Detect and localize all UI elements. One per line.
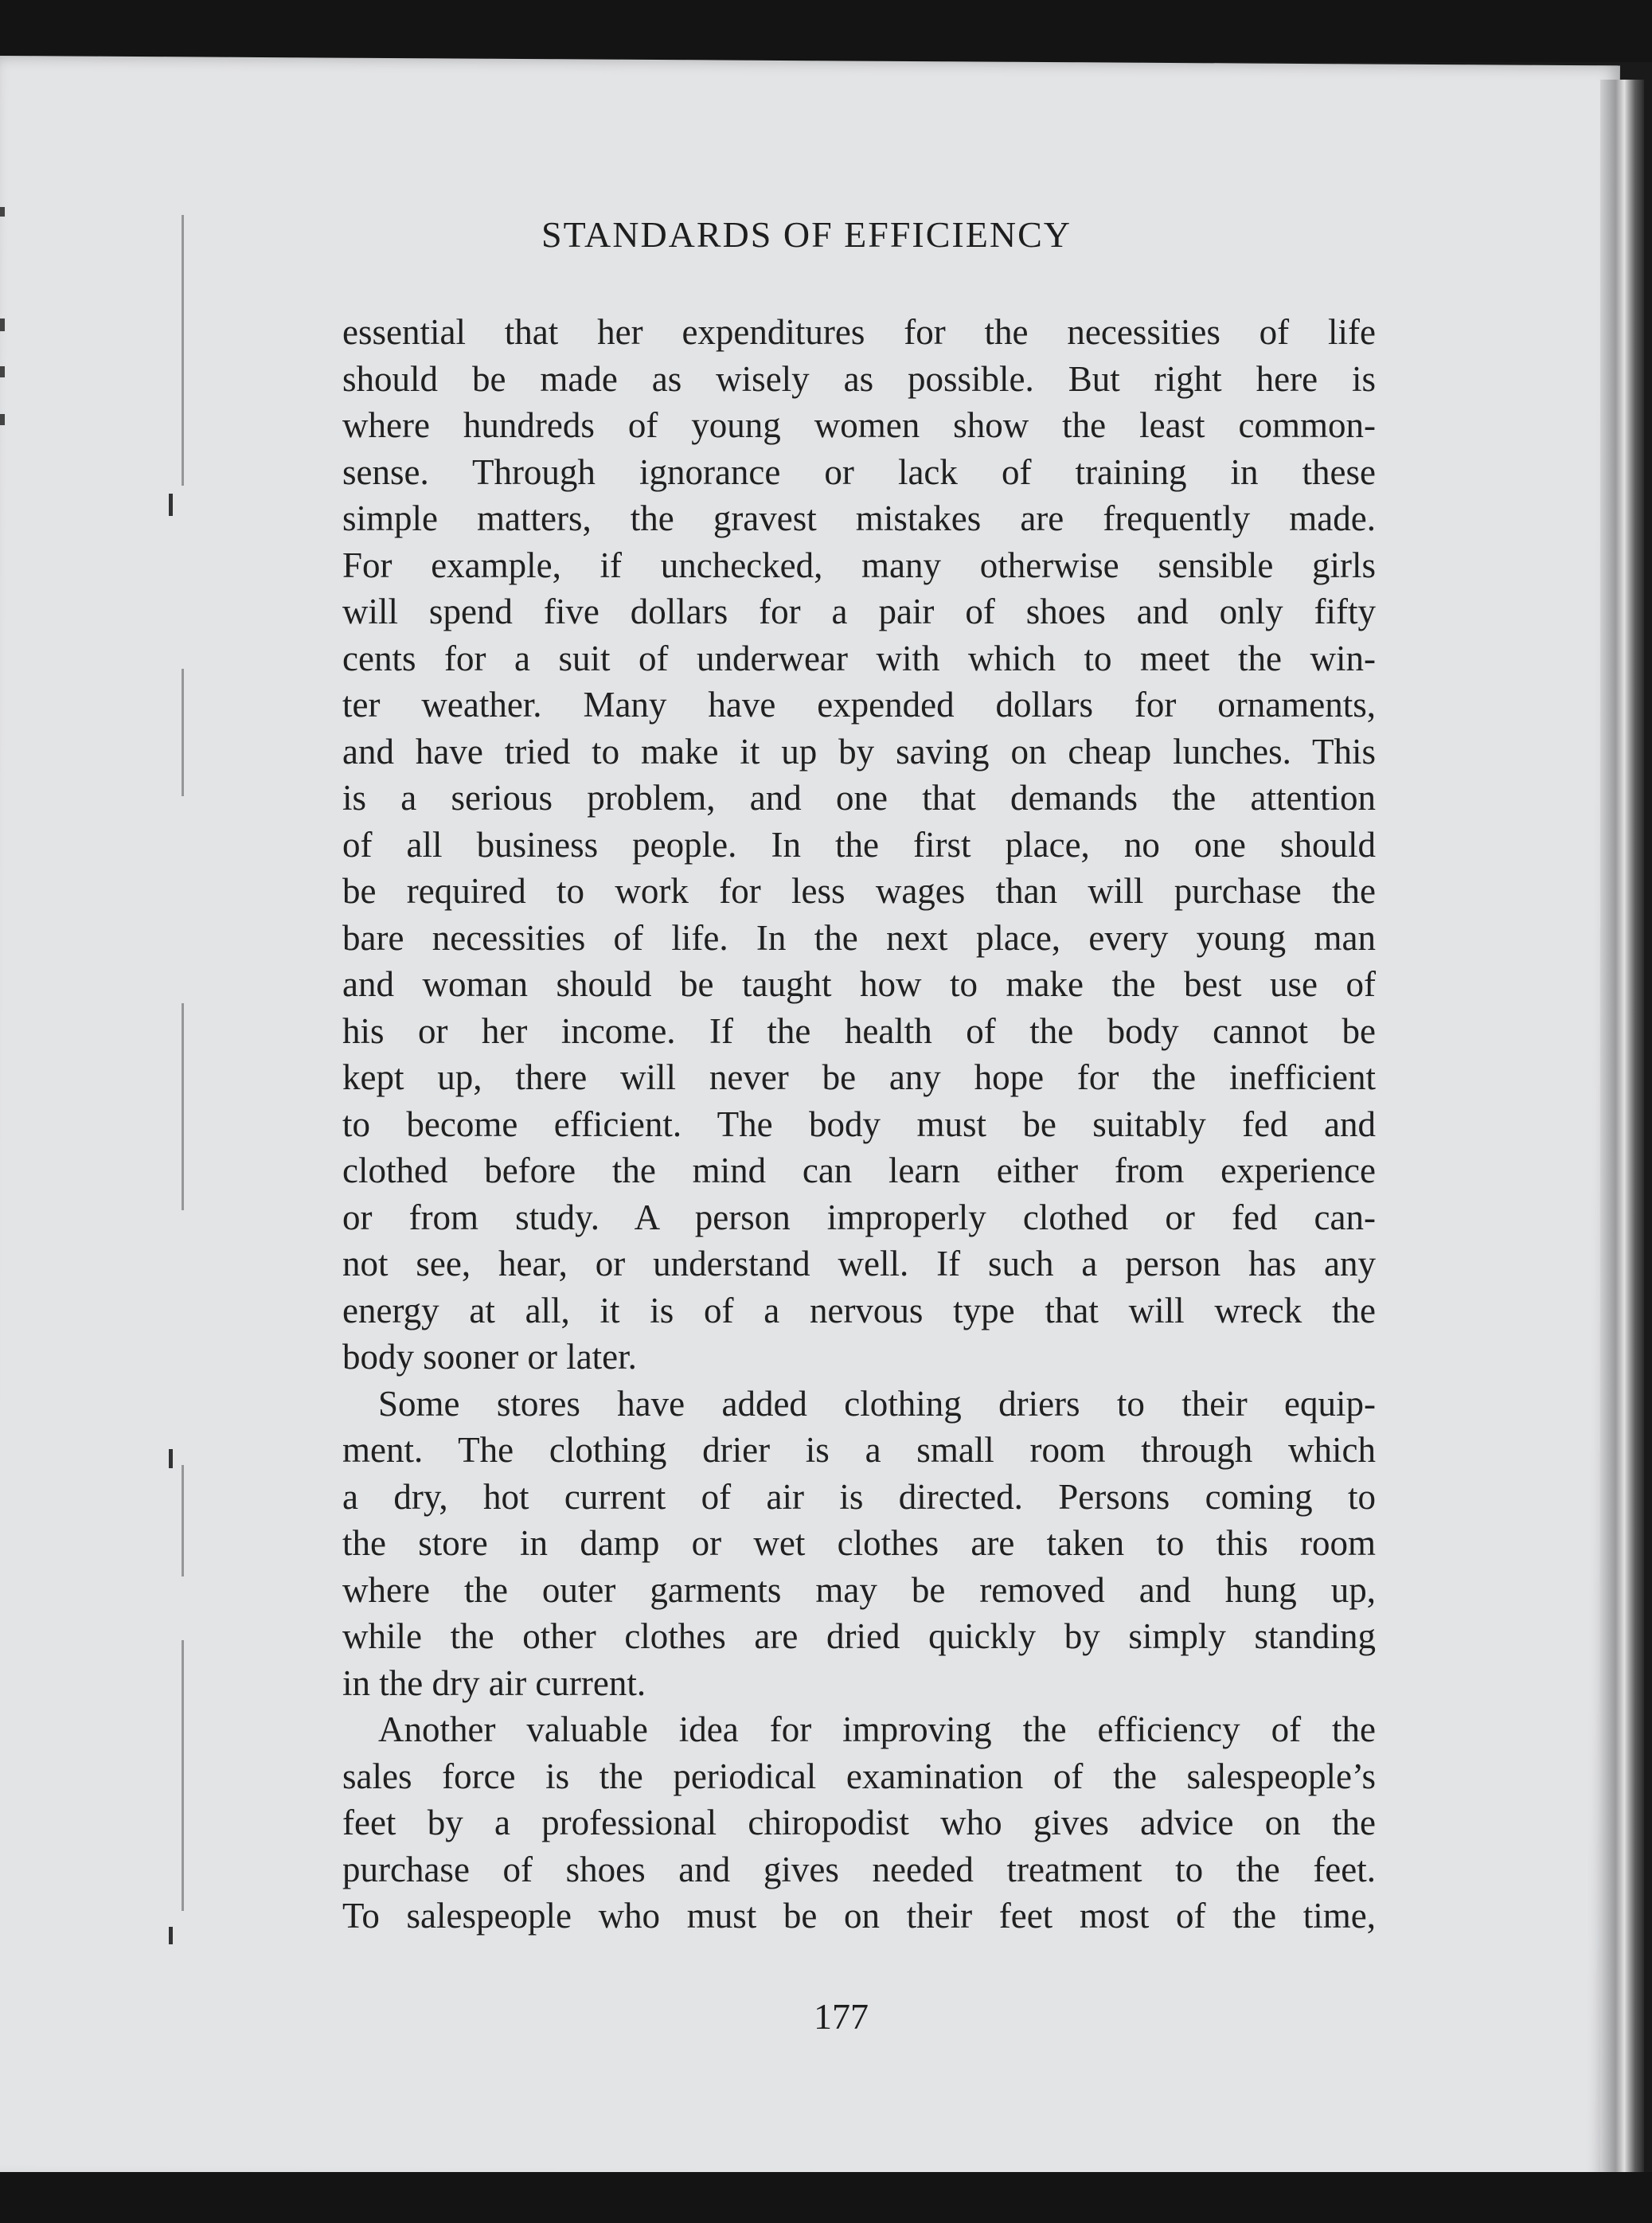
scan-top-border xyxy=(0,0,1652,62)
gutter-shadow xyxy=(182,1003,184,1210)
scan-edge-mark xyxy=(0,414,5,425)
text-line-paragraph-start: Some stores have added clothing driers to their equip- xyxy=(378,1383,1376,1424)
text-line: his or her income. If the health of the body cannot be xyxy=(342,1010,1376,1051)
text-line: sense. Through ignorance or lack of training in these xyxy=(342,451,1376,492)
text-line: and woman should be taught how to make the best use of xyxy=(342,964,1376,1004)
text-line: of all business people. In the first place, no one should xyxy=(342,824,1376,865)
text-line: is a serious problem, and one that demands the attention xyxy=(342,778,1376,818)
text-line: purchase of shoes and gives needed treatment to the feet. xyxy=(342,1849,1376,1889)
text-line: to become efficient. The body must be suitably fed and xyxy=(342,1104,1376,1144)
text-line: where hundreds of young women show the least common- xyxy=(342,405,1376,445)
body-text xyxy=(342,309,1376,1940)
running-head: STANDARDS OF EFFICIENCY xyxy=(541,214,1072,255)
text-line: body sooner or later. xyxy=(342,1337,637,1377)
text-line: ter weather. Many have expended dollars for ornaments, xyxy=(342,685,1376,725)
gutter-shadow xyxy=(182,215,184,486)
gutter-shadow xyxy=(182,669,184,796)
page-edge-shadow xyxy=(1600,80,1644,2182)
scan-bottom-border xyxy=(0,2172,1652,2223)
text-line: and have tried to make it up by saving on cheap lunches. This xyxy=(342,731,1376,772)
gutter-shadow xyxy=(182,1465,184,1576)
text-line: bare necessities of life. In the next place, every young man xyxy=(342,917,1376,958)
text-line: where the outer garments may be removed and hung up, xyxy=(342,1569,1376,1610)
text-line: cents for a suit of underwear with which to meet the win- xyxy=(342,638,1376,678)
text-line: sales force is the periodical examination of the salespeople’s xyxy=(342,1756,1376,1796)
text-line: simple matters, the gravest mistakes are frequently made. xyxy=(342,498,1376,538)
text-line-paragraph-start: Another valuable idea for improving the efficiency of the xyxy=(378,1709,1376,1749)
scan-edge-mark xyxy=(0,318,5,331)
text-line: energy at all, it is of a nervous type that will wreck the xyxy=(342,1290,1376,1330)
text-line: For example, if unchecked, many otherwise sensible girls xyxy=(342,545,1376,585)
text-line: To salespeople who must be on their feet most of the time, xyxy=(342,1896,1376,1936)
text-line: the store in damp or wet clothes are taken to this room xyxy=(342,1523,1376,1563)
text-line: while the other clothes are dried quickly by simply standing xyxy=(342,1616,1376,1656)
gutter-mark xyxy=(169,1927,173,1944)
text-line: not see, hear, or understand well. If such a person has any xyxy=(342,1244,1376,1283)
gutter-mark xyxy=(169,494,173,516)
gutter-shadow xyxy=(182,1640,184,1911)
page-number: 177 xyxy=(814,1996,869,2037)
text-line: should be made as wisely as possible. But right here is xyxy=(342,358,1376,399)
text-line: a dry, hot current of air is directed. Persons coming to xyxy=(342,1476,1376,1517)
text-line: ment. The clothing drier is a small room through which xyxy=(342,1430,1376,1470)
text-line: feet by a professional chiropodist who gives advice on the xyxy=(342,1803,1376,1842)
text-line: be required to work for less wages than will purchase the xyxy=(342,871,1376,911)
scan-edge-mark xyxy=(0,366,5,377)
text-line: will spend five dollars for a pair of shoes and only fifty xyxy=(342,592,1376,631)
text-line: clothed before the mind can learn either from experience xyxy=(342,1151,1376,1190)
text-line: essential that her expenditures for the necessities of life xyxy=(342,312,1376,352)
scan-edge-mark xyxy=(0,207,5,217)
gutter-mark xyxy=(169,1449,173,1468)
text-line: or from study. A person improperly clothed or fed can- xyxy=(342,1197,1376,1237)
text-line: kept up, there will never be any hope for the inefficient xyxy=(342,1057,1376,1097)
text-line: in the dry air current. xyxy=(342,1662,646,1703)
